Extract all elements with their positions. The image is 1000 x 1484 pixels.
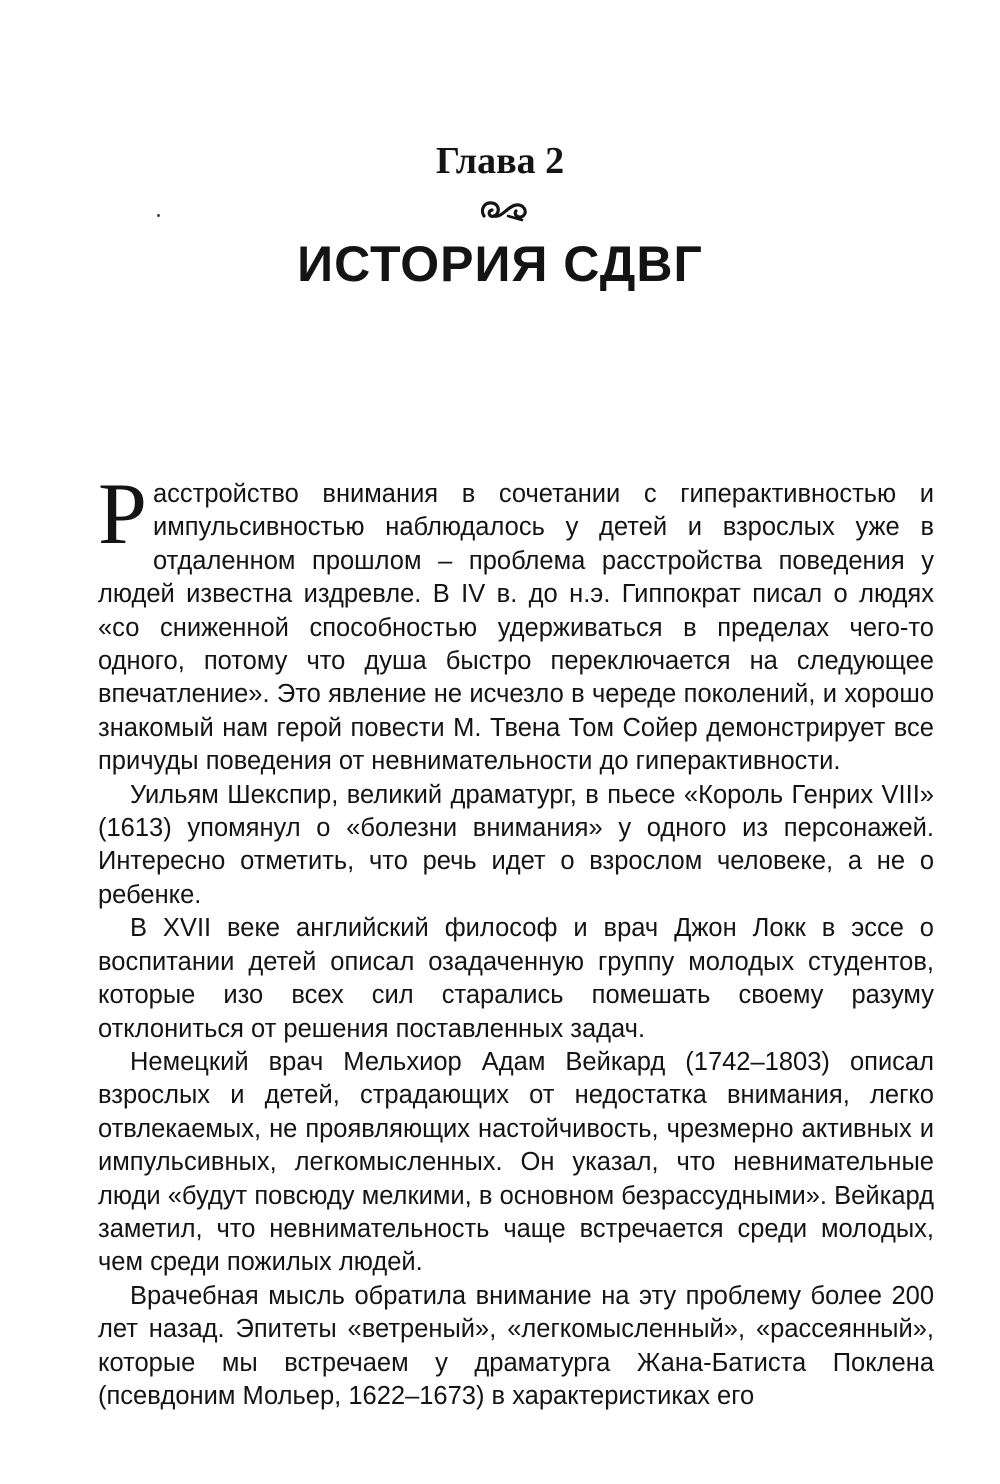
- chapter-number: Глава 2: [435, 140, 565, 182]
- paragraph: В XVII веке английский философ и врач Джон Локк в эссе о воспитании детей описал озадаченную группу молодых студентов, которые изо всех сил старались помешать своему разуму отклониться от решения поставленных задач.: [98, 914, 934, 1043]
- body-text: [98, 466, 934, 1413]
- paragraph: [98, 466, 934, 779]
- fleuron-icon: [478, 196, 530, 224]
- print-speck: [157, 214, 160, 217]
- paragraph: Немецкий врач Мельхиор Адам Вейкард (1742–1803) описал взрослых и детей, страдающих от недостатка внимания, легко отвлекаемых, не проявляющих настойчивость, чрезмерно активных и импульсивных, легкомысленных. Он указал, что невнимательные люди «будут повсюду мелкими, в основном безрассудными». Вейкард заметил, что невнимательность чаще встречается среди молодых, чем среди пожилых людей.: [98, 1047, 934, 1277]
- paragraph: Врачебная мысль обратила внимание на эту проблему более 200 лет назад. Эпитеты «ветреный», «легкомысленный», «рассеянный», которые мы встречаем у драматурга Жана-Батиста Поклена (псевдоним Мольер, 1622–1673) в характеристиках его: [98, 1281, 934, 1410]
- paragraph: Уильям Шекспир, великий драматург, в пьесе «Король Генрих VIII» (1613) упомянул о «болезни внимания» у одного из персонажей. Интересно отметить, что речь идет о взрослом человеке, а не о ребенке.: [98, 780, 934, 909]
- drop-cap: Р: [98, 466, 147, 563]
- paragraph-text: асстройство внимания в сочетании с гиперактивностью и импульсивностью наблюдалось у детей и взрослых уже в отдаленном прошлом – проблема расстройства поведения у людей известна издревле. В IV в. до н.э. Гиппократ писал о людях «со сниженной способностью удерживаться в пределах чего-то одного, потому что душа быстро переключается на следующее впечатление». Это явление не исчезло в череде поколений, и хорошо знакомый нам герой повести М. Твена Том Сойер демонстрирует все причуды поведения от невнимательности до гиперактивности.: [98, 480, 934, 776]
- chapter-title: ИСТОРИЯ СДВГ: [297, 236, 703, 292]
